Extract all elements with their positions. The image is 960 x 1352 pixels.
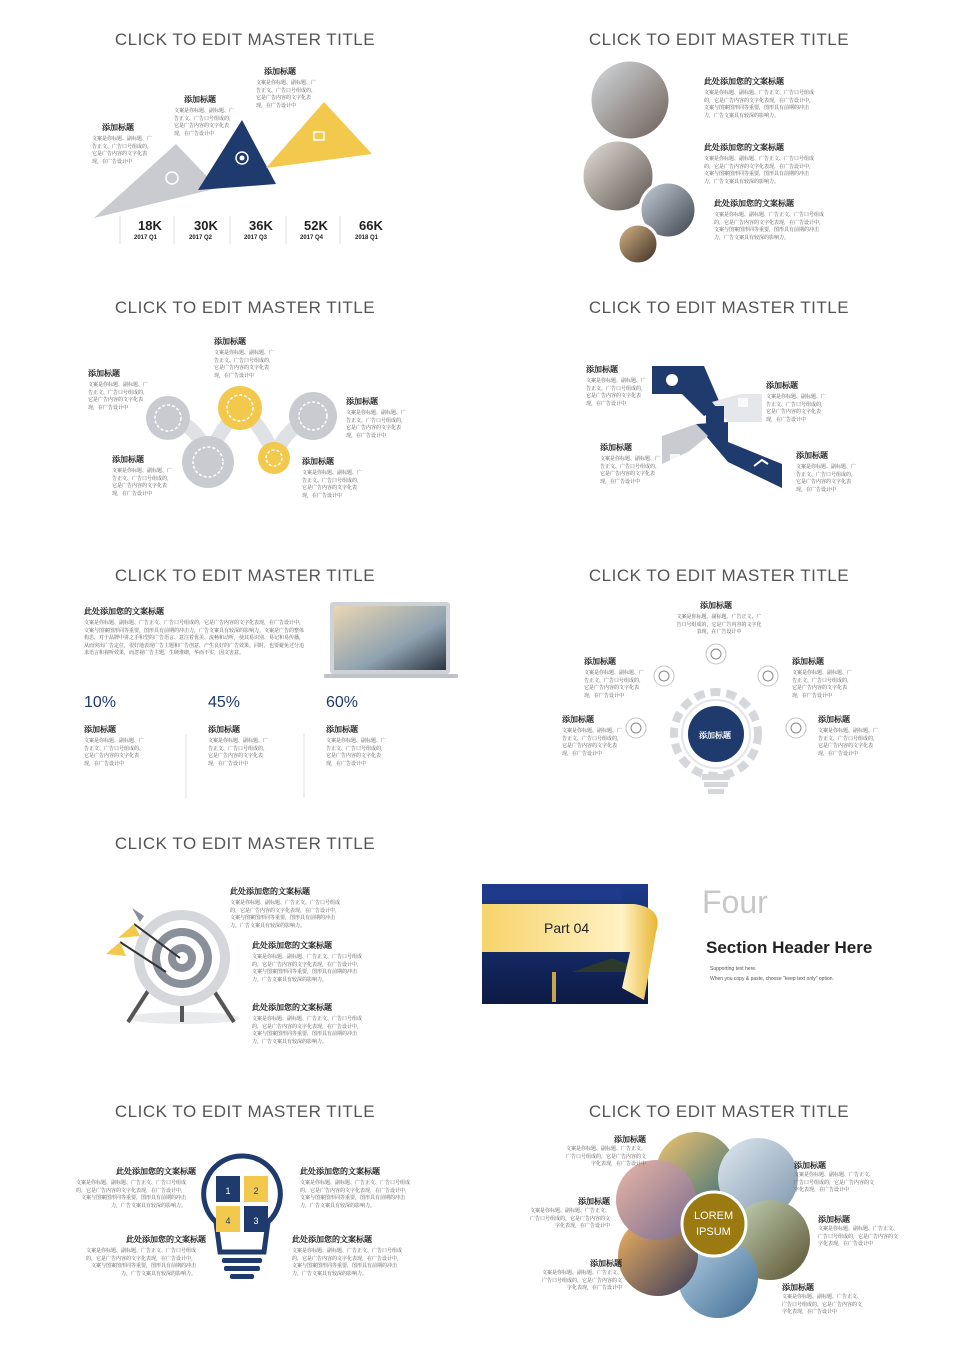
item-heading: 此处添加您的文案标题 [116,1167,196,1176]
stat-body: 文案是你标题、副标题、广告正文、广告口号组成的，它是广告内容的文字化表现，在广告设计中 [84,738,145,767]
stat-value: 30K [194,218,218,233]
item-body: 文案是你标题、副标题、广告正文、广告口号组成的，它是广告内容的文字化表现，在广告设计中 [529,1208,610,1229]
puzzle-number: 1 [225,1186,231,1196]
slide-title: CLICK TO EDIT MASTER TITLE [114,566,376,585]
item-body: 文案是你标题、副标题、广告正文、广告口号组成的，它是广告内容的文字化表现，在广告设计中 [818,1226,899,1247]
item-body: 文案是你标题、副标题、广告正文、广告口号组成的，它是广告内容的文字化表现，在广告设计中 [766,394,827,423]
item-body: 文案是你标题、副标题、广告正文、广告口号组成的，它是广告内容的文字化表现，在广告设计中 [600,456,661,485]
stat-value: 52K [304,218,328,233]
item-body: 文案是你标题、副标题、广告正文、广告口号组成的，它是广告内容的文字化表现，在广告设计中，文案与图案图形同等重要，图形具有前期的冲击力，广告文案具有较深的影响力。 [75,1180,186,1209]
item-body: 文案是你标题、副标题、广告正文、广告口号组成的，它是广告内容的文字化表现，在广告设计中 [818,728,879,757]
item-body: 文案是你标题、副标题、广告正文、广告口号组成的，它是广告内容的文字化表现，在广告设计中，文案与图案图形同等重要，图形具有前期的冲击力，广告文案具有较深的影响力。 [704,156,815,185]
item-body: 文案是你标题、副标题、广告正文、广告口号组成的，它是广告内容的文字化表现，在广告设计中 [302,470,363,499]
supporting-text: When you copy & paste, choose "keep text only" option. [710,976,834,982]
slide-circle-network [8,276,482,544]
stat-label: 2017 Q2 [189,235,213,241]
item-heading: 此处添加您的文案标题 [714,199,794,208]
item-heading: 添加标题 [184,95,216,104]
stat-percent: 10% [84,694,117,711]
item-heading: 此处添加您的文案标题 [704,143,784,152]
item-body: 文案是你标题、副标题、广告正文、广告口号组成的，它是广告内容的文字化表现，在广告设计中 [796,464,857,493]
item-heading: 添加标题 [302,457,334,466]
stat-label: 2017 Q4 [300,235,324,241]
slide-laptop-stats [8,544,482,812]
item-body: 文案是你标题、副标题、广告正文、广告口号组成的，它是广告内容的文字化表现，在广告设计中 [92,136,153,165]
item-heading: 此处添加您的文案标题 [300,1167,380,1176]
stat-label: 2018 Q1 [355,235,379,241]
item-heading: 添加标题 [590,1259,622,1268]
bulb-center-label: 添加标题 [699,731,731,740]
stat-percent: 45% [208,694,241,711]
item-body: 文案是你标题、副标题、广告正文、广告口号组成的，它是广告内容的文字化表现，在广告设计中，文案与图案图形同等重要，图形具有前期的冲击力，广告文案具有较深的影响力。 [252,954,363,983]
stat-value: 66K [359,218,383,233]
item-heading: 添加标题 [346,397,378,406]
slide-target [8,812,482,1080]
item-body: 文案是你标题、副标题、广告正文、广告口号组成的，它是广告内容的文字化表现，在广告设计中，文案与图案图形同等重要，图形具有前期的冲击力，广告文案具有较深的影响力。 [704,90,815,119]
stat-body: 文案是你标题、副标题、广告正文、广告口号组成的，它是广告内容的文字化表现，在广告设计中 [208,738,269,767]
item-body: 文案是你标题、副标题、广告正文、广告口号组成的，它是广告内容的文字化表现，在广告设计中 [346,410,407,439]
slide-section-header [482,812,956,1080]
stat-heading: 添加标题 [326,725,358,734]
puzzle-number: 2 [253,1186,259,1196]
item-heading: 添加标题 [264,67,296,76]
item-body: 文案是你标题、副标题、广告正文、广告口号组成的，它是广告内容的文字化表现，在广告设计中 [88,382,149,411]
item-heading: 添加标题 [586,365,618,374]
item-heading: 此处添加您的文案标题 [252,1003,332,1012]
item-body: 文案是你标题、副标题、广告正文、广告口号组成的，它是广告内容的文字化表现，在广告设计中，文案与图案图形同等重要，图形具有前期的冲击力，广告文案具有较深的影响力。 [230,900,341,929]
item-heading: 此处添加您的文案标题 [126,1235,206,1244]
slide-title: CLICK TO EDIT MASTER TITLE [114,834,376,853]
item-body: 文案是你标题、副标题、广告正文、广告口号组成的，它是广告内容的文字化表现，在广告设计中 [256,80,317,109]
item-body: 文案是你标题、副标题、广告正文、广告口号组成的，它是广告内容的文字化表现，在广告设计中，文案与图案图形同等重要，图形具有前期的冲击力，广告文案具有较深的影响力。 [292,1248,403,1277]
item-heading: 添加标题 [766,381,798,390]
intro-heading: 此处添加您的文案标题 [84,607,164,616]
center-label: LOREM [694,1210,734,1222]
item-body: 文案是你标题、副标题、广告正文、广告口号组成的，它是广告内容的文字化表现，在广告设计中 [792,670,853,699]
item-heading: 此处添加您的文案标题 [230,887,310,896]
item-body: 文案是你标题、副标题、广告正文、广告口号组成的，它是广告内容的文字化表现，在广告设计中 [676,614,762,635]
slide-title: CLICK TO EDIT MASTER TITLE [588,30,850,49]
item-heading: 添加标题 [88,369,120,378]
stat-heading: 添加标题 [208,725,240,734]
item-body: 文案是你标题、副标题、广告正文、广告口号组成的，它是广告内容的文字化表现，在广告设计中 [794,1172,875,1193]
slide-gear-bulb [482,544,956,812]
puzzle-number: 4 [225,1216,231,1226]
item-body: 文案是你标题、副标题、广告正文、广告口号组成的，它是广告内容的文字化表现，在广告设计中，文案与图案图形同等重要，图形具有前期的冲击力，广告文案具有较深的影响力。 [252,1016,363,1045]
pinwheel-graphic [482,276,956,544]
item-heading: 此处添加您的文案标题 [704,77,784,86]
slide-title: CLICK TO EDIT MASTER TITLE [588,566,850,585]
slide-title: CLICK TO EDIT MASTER TITLE [114,1102,376,1121]
item-body: 文案是你标题、副标题、广告正文、广告口号组成的，它是广告内容的文字化表现，在广告设计中 [562,728,623,757]
slide-title: CLICK TO EDIT MASTER TITLE [114,30,376,49]
item-body: 文案是你标题、副标题、广告正文、广告口号组成的，它是广告内容的文字化表现，在广告设计中 [782,1294,863,1315]
item-heading: 添加标题 [782,1283,814,1292]
target-illustration [8,812,482,1080]
item-body: 文案是你标题、副标题、广告正文、广告口号组成的，它是广告内容的文字化表现，在广告设计中，文案与图案图形同等重要，图形具有前期的冲击力，广告文案具有较深的影响力。 [714,212,825,241]
stat-label: 2017 Q1 [134,235,158,241]
item-heading: 添加标题 [796,451,828,460]
item-heading: 添加标题 [700,601,732,610]
item-heading: 添加标题 [600,443,632,452]
item-heading: 添加标题 [792,657,824,666]
item-body: 文案是你标题、副标题、广告正文、广告口号组成的，它是广告内容的文字化表现，在广告设计中 [565,1146,646,1167]
item-heading: 添加标题 [214,337,246,346]
stat-value: 18K [138,218,162,233]
section-number: Four [702,884,768,920]
item-heading: 添加标题 [562,715,594,724]
item-heading: 添加标题 [112,455,144,464]
item-body: 文案是你标题、副标题、广告正文、广告口号组成的，它是广告内容的文字化表现，在广告设计中，文案与图案图形同等重要，图形具有前期的冲击力，广告文案具有较深的影响力。 [300,1180,411,1209]
part-label: Part 04 [544,920,590,936]
circle-network [8,276,482,544]
item-heading: 添加标题 [818,715,850,724]
item-body: 文案是你标题、副标题、广告正文、广告口号组成的，它是广告内容的文字化表现，在广告设计中 [174,108,235,137]
item-heading: 添加标题 [584,657,616,666]
slide-pinwheel [482,276,956,544]
intro-body: 文案是你标题、副标题、广告正文、广告口号组成的，它是广告内容的文字化表现，在广告设计中，文案与图案图形同等重要，图形具有前期的冲击力，广告文案具有较深的影响力。文案是广告的整体构思，对于品牌中讲之手和型的广告语言、意注着优美、流畅和动听，使其易识别、易记和易传播，从而突出广告定位，很好地表现广告主题和广告创意，产生良好的广告效果。同时，也要避免过分追求语言和视听效果，而忽视广告主题，生硬堆砌，华而不实，因文害意。 [84,620,305,656]
item-heading: 添加标题 [818,1215,850,1224]
item-body: 文案是你标题、副标题、广告正文、广告口号组成的，它是广告内容的文字化表现，在广告设计中，文案与图案图形同等重要，图形具有前期的冲击力，广告文案具有较深的影响力。 [85,1248,196,1277]
stat-label: 2017 Q3 [244,235,268,241]
item-heading: 此处添加您的文案标题 [292,1235,372,1244]
slide-triangle-growth [8,8,482,276]
slide-photo-circles [482,8,956,276]
puzzle-number: 3 [253,1216,259,1226]
item-body: 文案是你标题、副标题、广告正文、广告口号组成的，它是广告内容的文字化表现，在广告设计中 [541,1270,622,1291]
item-heading: 添加标题 [794,1161,826,1170]
supporting-text: Supporting text here. [710,966,757,972]
item-heading: 添加标题 [614,1135,646,1144]
slide-puzzle-bulb [8,1080,482,1348]
center-label: IPSUM [696,1226,731,1238]
item-heading: 添加标题 [578,1197,610,1206]
puzzle-bulb [8,1080,482,1348]
item-body: 文案是你标题、副标题、广告正文、广告口号组成的，它是广告内容的文字化表现，在广告设计中 [112,468,173,497]
slide-title: CLICK TO EDIT MASTER TITLE [588,1102,850,1121]
laptop-illustration [8,544,482,812]
stat-value: 36K [249,218,273,233]
stat-percent: 60% [326,694,359,711]
item-heading: 添加标题 [102,123,134,132]
item-body: 文案是你标题、副标题、广告正文、广告口号组成的，它是广告内容的文字化表现，在广告设计中 [214,350,275,379]
slide-title: CLICK TO EDIT MASTER TITLE [114,298,376,317]
slide-title: CLICK TO EDIT MASTER TITLE [588,298,850,317]
item-body: 文案是你标题、副标题、广告正文、广告口号组成的，它是广告内容的文字化表现，在广告设计中 [586,378,647,407]
gear-bulb-graphic [482,544,956,812]
section-header: Section Header Here [706,938,873,957]
item-body: 文案是你标题、副标题、广告正文、广告口号组成的，它是广告内容的文字化表现，在广告设计中 [584,670,645,699]
stat-heading: 添加标题 [84,725,116,734]
slide-photo-flower [482,1080,956,1348]
item-heading: 此处添加您的文案标题 [252,941,332,950]
stat-body: 文案是你标题、副标题、广告正文、广告口号组成的，它是广告内容的文字化表现，在广告设计中 [326,738,387,767]
